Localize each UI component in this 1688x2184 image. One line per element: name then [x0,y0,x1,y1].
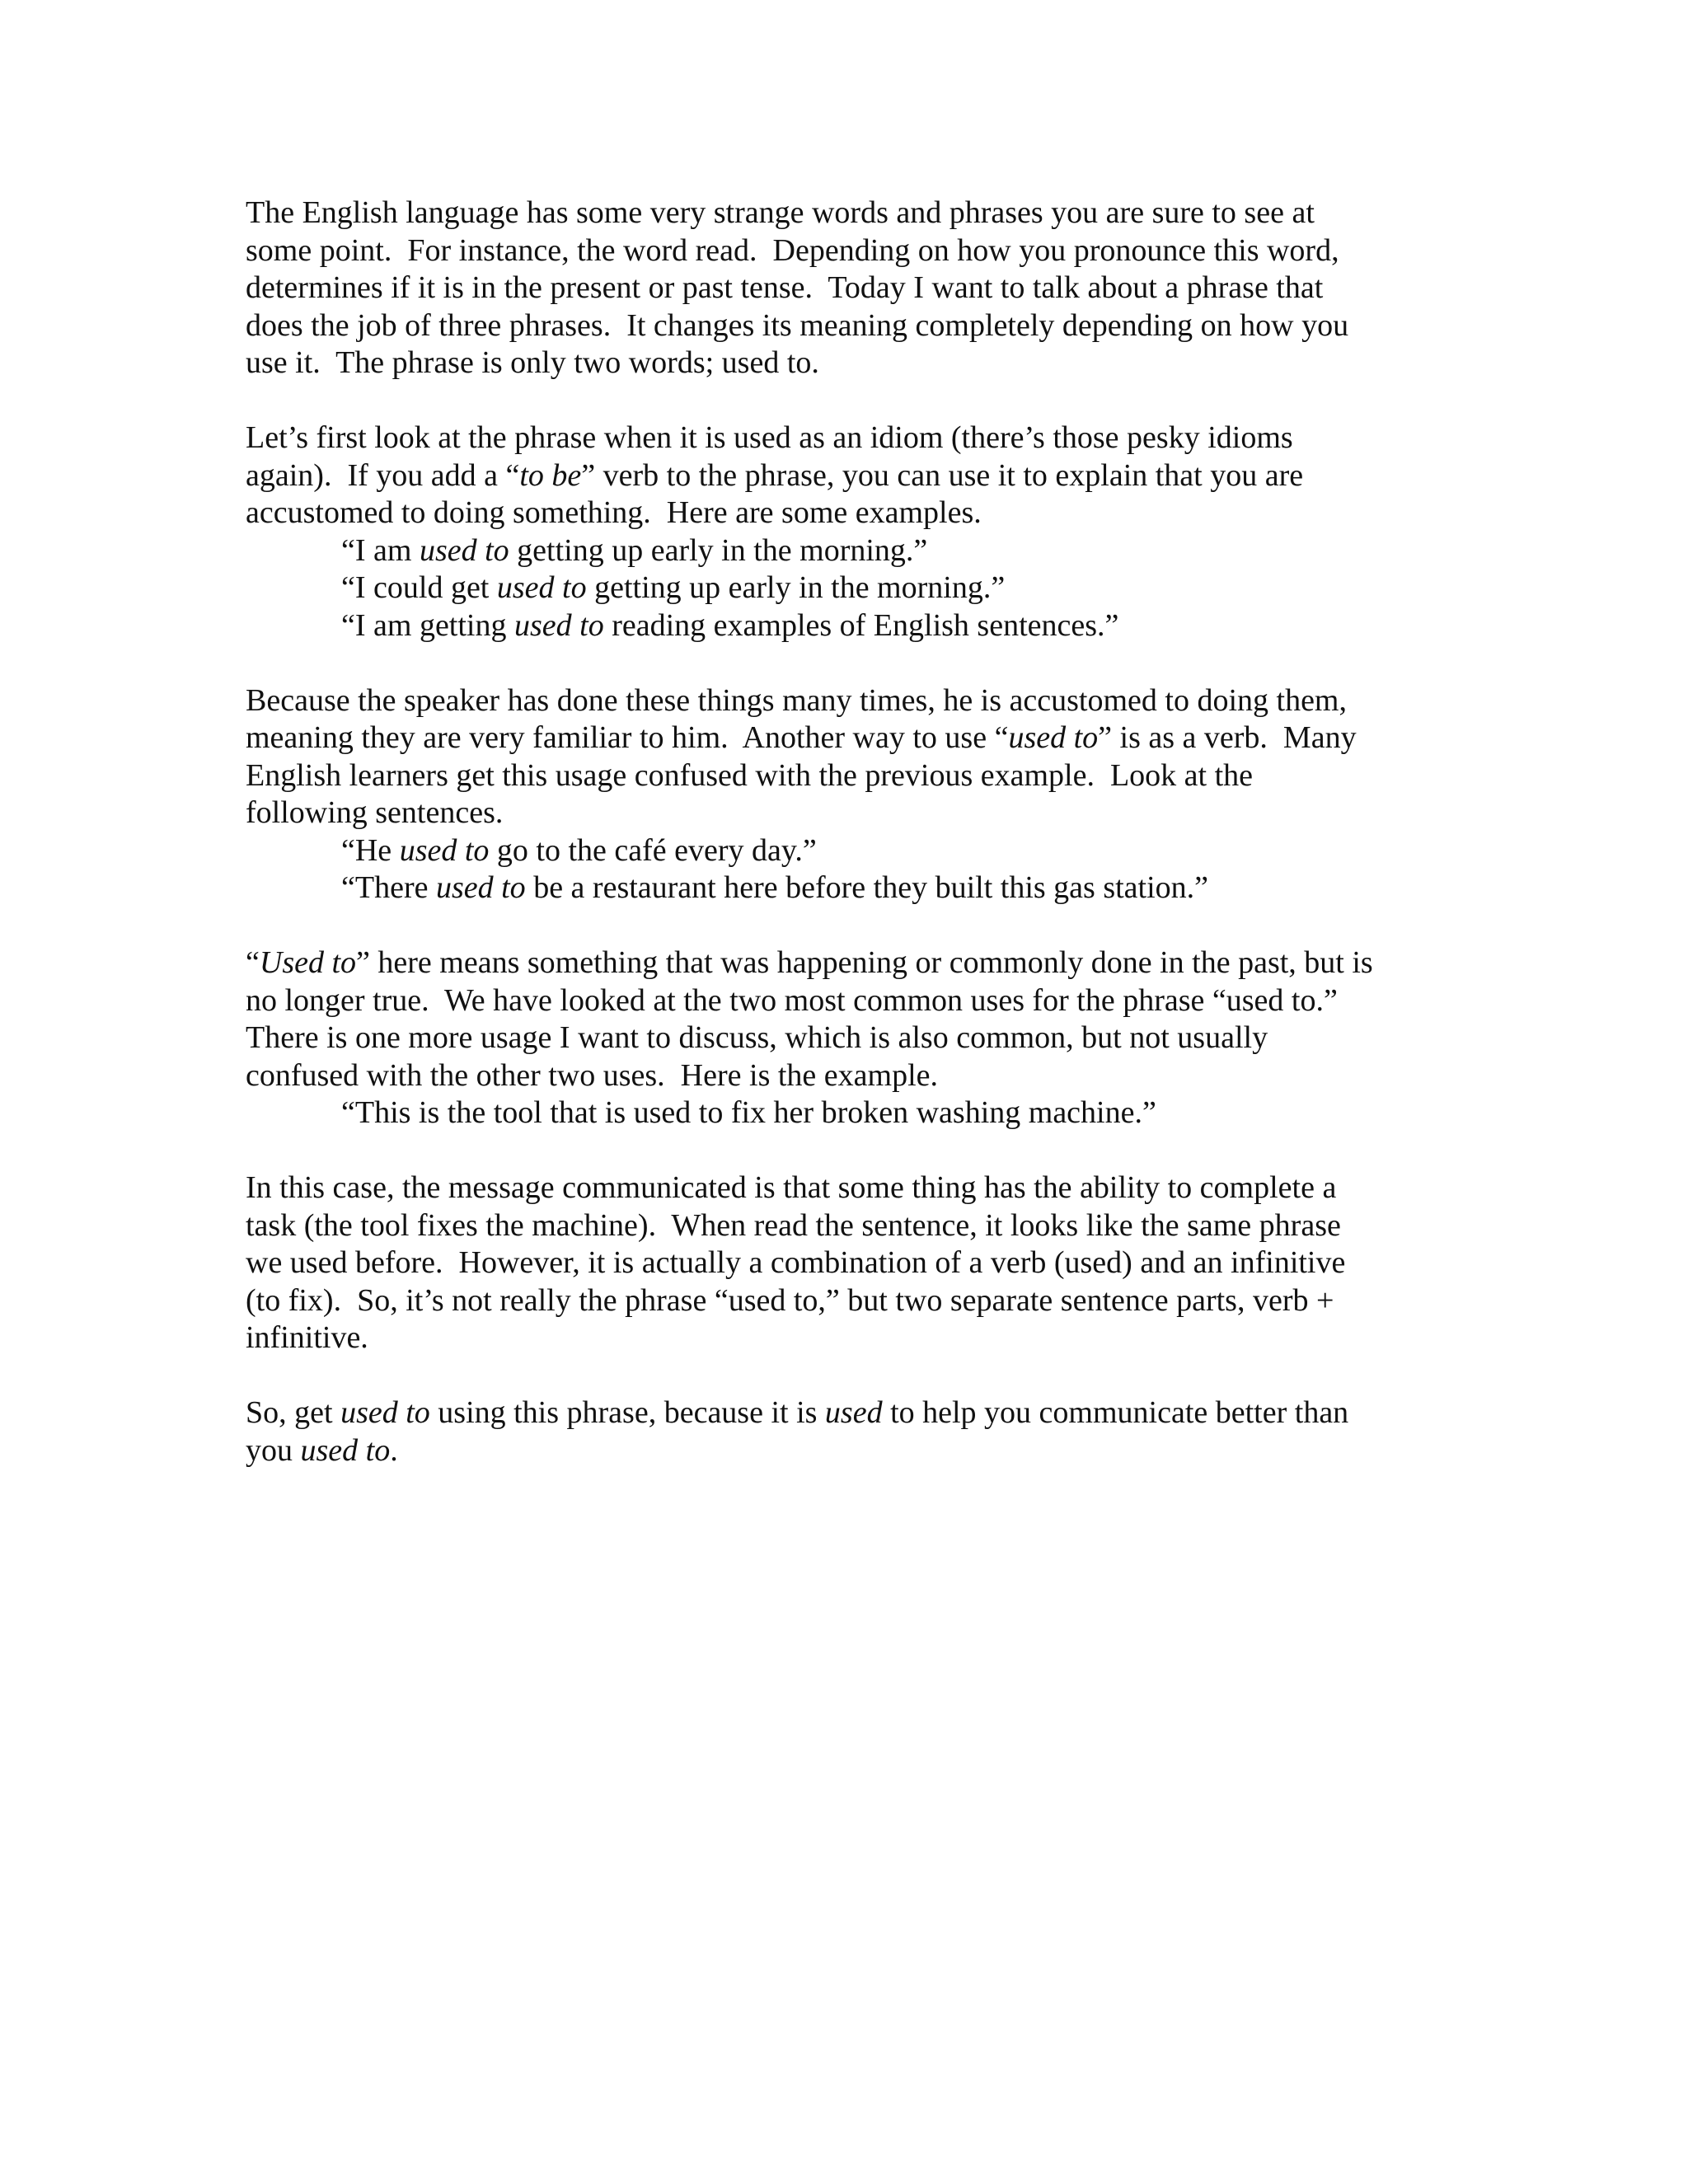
italic-run: used to [496,570,587,605]
example-sentence [246,832,1457,870]
paragraph-verb [246,682,1457,907]
text-run: ” is as a verb. Many [1098,720,1357,755]
text-run: getting up early in the morning.” [509,532,928,568]
text-run: again). If you add a “ [246,457,520,493]
text-line: There is one more usage I want to discuss, which is also common, but not usually [246,1020,1268,1055]
text-line: no longer true. We have looked at the two most common uses for the phrase “used to.” [246,982,1338,1018]
text-run: meaning they are very familiar to him. Another way to use “ [246,720,1009,755]
italic-run: Used to [259,945,357,980]
text-run: “He [341,832,400,868]
italic-run: used to [300,1432,391,1468]
text-line: use it. The phrase is only two words; used to. [246,345,819,380]
italic-run: to be [519,457,582,493]
text-line: we used before. However, it is actually a combination of a verb (used) and an infinitive [246,1245,1346,1280]
text-run: ” verb to the phrase, you can use it to explain that you are [581,457,1304,493]
text-line: The English language has some very strange words and phrases you are sure to see at [246,195,1315,230]
text-line: In this case, the message communicated is that some thing has the ability to complete a [246,1170,1337,1205]
text-line: accustomed to doing something. Here are some examples. [246,495,982,530]
italic-run: used [824,1395,883,1430]
text-run: “I am [341,532,420,568]
text-line: Because the speaker has done these things many times, he is accustomed to doing them, [246,682,1347,718]
text-run: be a restaurant here before they built this gas station.” [525,870,1209,905]
text-line: English learners get this usage confused with the previous example. Look at the [246,757,1254,793]
paragraph-conclusion [246,1394,1457,1469]
text-run: So, get [246,1395,341,1430]
text-line: confused with the other two uses. Here is the example. [246,1057,938,1093]
text-line [246,944,1457,982]
text-line: some point. For instance, the word read. Depending on how you pronounce this word, [246,232,1339,268]
text-line [246,1432,1457,1470]
text-run: reading examples of English sentences.” [603,607,1119,643]
example-sentence [246,532,1457,570]
text-run: using this phrase, because it is [429,1395,825,1430]
text-run: “ [246,945,260,980]
document-body [246,194,1457,1507]
text-line: following sentences. [246,795,504,830]
text-line: infinitive. [246,1320,368,1355]
italic-run: used to [1008,720,1099,755]
text-line [246,719,1457,757]
paragraph-infinitive [246,1169,1457,1357]
text-run: “I could get [341,570,497,605]
text-run: . [390,1432,398,1468]
text-line: Let’s first look at the phrase when it is used as an idiom (there’s those pesky idioms [246,420,1293,455]
text-run: go to the café every day.” [489,832,817,868]
text-run: getting up early in the morning.” [586,570,1006,605]
text-line [246,457,1457,495]
text-run: you [246,1432,301,1468]
paragraph-intro [246,194,1457,382]
example-sentence [246,607,1457,645]
text-line: (to fix). So, it’s not really the phrase “used to,” but two separate sentence parts, verb + [246,1282,1334,1318]
text-line: determines if it is in the present or past tense. Today I want to talk about a phrase that [246,270,1324,305]
example-sentence: “This is the tool that is used to fix her broken washing machine.” [341,1095,1156,1130]
italic-run: used to [435,870,526,905]
text-line: does the job of three phrases. It changes its meaning completely depending on how you [246,307,1349,343]
italic-run: used to [340,1395,430,1430]
italic-run: used to [419,532,509,568]
example-sentence [246,569,1457,607]
italic-run: used to [513,607,604,643]
paragraph-idiom [246,419,1457,644]
text-run: ” here means something that was happening or commonly done in the past, but is [356,945,1373,980]
text-run: to help you communicate better than [882,1395,1349,1430]
italic-run: used to [399,832,490,868]
text-run: “I am getting [341,607,514,643]
text-line [246,1394,1457,1432]
text-run: “There [341,870,436,905]
text-line: task (the tool fixes the machine). When read the sentence, it looks like the same phrase [246,1207,1341,1243]
paragraph-past [246,944,1457,1132]
example-sentence [246,869,1457,907]
